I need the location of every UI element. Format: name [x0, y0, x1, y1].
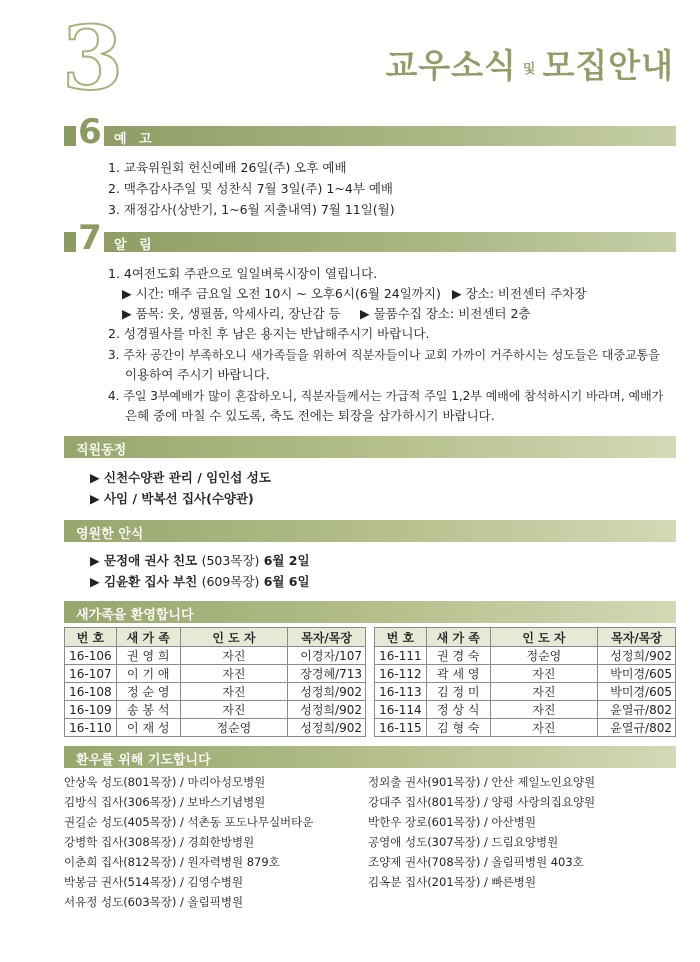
news-header	[64, 218, 676, 258]
title-right: 모집안내	[542, 46, 674, 85]
news-label: 알 림	[114, 238, 156, 253]
prayer-item: 조양제 권사(708목장) / 올림픽병원 403호	[368, 855, 584, 869]
news-subitem: ▶ 품목: 옷, 생필품, 악세사리, 장난감 등	[122, 306, 341, 321]
prayer-item: 이춘희 집사(812목장) / 원자력병원 879호	[64, 855, 280, 869]
prayer-item: 정외출 권사(901목장) / 안산 제일노인요양원	[368, 775, 596, 789]
notice-header	[64, 112, 676, 152]
news-subitem: ▶ 물품수집 장소: 비전센터 2층	[360, 306, 531, 321]
welcome-label: 새가족을 환영합니다	[76, 608, 194, 623]
col-header-guide: 인 도 자	[490, 628, 598, 647]
news-item: 2. 성경필사를 마친 후 남은 용지는 반납해주시기 바랍니다.	[108, 326, 430, 341]
col-header-guide: 인 도 자	[180, 628, 288, 647]
news-subitem: ▶ 장소: 비전센터 주차장	[452, 286, 587, 301]
prayer-item: 김옥분 집사(201목장) / 빠른병원	[368, 875, 536, 889]
prayer-list-right	[368, 772, 595, 892]
notice-item: 1. 교육위원회 헌신예배 26일(주) 오후 예배	[108, 160, 347, 175]
notice-item: 2. 맥추감사주일 및 성찬식 7월 3일(주) 1~4부 예배	[108, 181, 393, 196]
news-item: 3. 주차 공간이 부족하오니 새가족들을 위하여 직분자들이나 교회 가까이 거주하시는 성도들은 대중교통을	[108, 348, 660, 362]
notice-number: 6	[76, 114, 104, 150]
staff-label: 직원동정	[76, 443, 127, 458]
prayer-item: 박한우 장로(601목장) / 아산병원	[368, 815, 536, 829]
notice-label: 예 고	[114, 132, 156, 147]
section-number: 3	[62, 6, 124, 110]
table-row: 16-113 김 정 미 자진 박미경/605	[375, 683, 676, 701]
news-number: 7	[76, 220, 104, 256]
prayer-item: 김방식 집사(306목장) / 보바스기념병원	[64, 795, 266, 809]
table-row: 16-115 김 형 숙 자진 윤열규/802	[375, 719, 676, 737]
condolence-item: ▶ 김윤환 집사 부친 (609목장) 6월 6일	[90, 574, 310, 589]
table-row: 16-114 정 상 식 자진 윤열규/802	[375, 701, 676, 719]
col-header-name: 새 가 족	[426, 628, 490, 647]
col-header-name: 새 가 족	[116, 628, 180, 647]
condolence-label: 영원한 안식	[76, 527, 144, 542]
title-conj: 및	[522, 62, 537, 77]
prayer-label: 환우를 위해 기도합니다	[76, 753, 211, 768]
new-family-table-left	[64, 627, 366, 737]
table-row: 16-108 정 순 영 자진 성정희/902	[65, 683, 366, 701]
condolence-item: ▶ 문정애 권사 친모 (503목장) 6월 2일	[90, 553, 310, 568]
col-header-number: 번 호	[375, 628, 427, 647]
prayer-item: 강대주 집사(801목장) / 양평 사랑의집요양원	[368, 795, 596, 809]
news-item: 4. 주일 3부예배가 많이 혼잡하오니, 직분자들께서는 가급적 주일 1,2부 예배에 참석하시기 바라며, 예배가	[108, 389, 664, 403]
news-subitem: ▶ 시간: 매주 금요일 오전 10시 ~ 오후6시(6월 24일까지)	[122, 286, 441, 301]
staff-item: ▶ 사임 / 박복선 집사(수양관)	[90, 491, 254, 506]
prayer-item: 박봉금 권사(514목장) / 김영수병원	[64, 875, 244, 889]
prayer-item: 강병학 집사(308목장) / 경희한방병원	[64, 835, 255, 849]
table-row: 16-109 송 봉 석 자진 성정희/902	[65, 701, 366, 719]
title-left: 교우소식	[385, 46, 517, 85]
prayer-item: 서유정 성도(603목장) / 올림픽병원	[64, 895, 244, 909]
prayer-item: 공영애 성도(307목장) / 드림요양병원	[368, 835, 559, 849]
news-item: 1. 4여전도회 주관으로 일일벼룩시장이 열립니다.	[108, 266, 378, 281]
prayer-item: 권길순 성도(405목장) / 석촌동 포도나무실버타운	[64, 815, 314, 829]
col-header-number: 번 호	[65, 628, 117, 647]
table-row: 16-110 이 재 성 정순영 성정희/902	[65, 719, 366, 737]
staff-item: ▶ 신천수양관 관리 / 임인섭 성도	[90, 470, 271, 485]
table-row: 16-111 권 경 숙 정순영 성정희/902	[375, 647, 676, 665]
prayer-list-left	[64, 772, 313, 912]
page-title	[385, 40, 674, 87]
condolence-header	[64, 520, 676, 542]
col-header-shepherd: 목자/목장	[288, 628, 366, 647]
notice-item: 3. 재정감사(상반기, 1~6월 지출내역) 7월 11일(월)	[108, 202, 395, 217]
news-item-cont: 이용하여 주시기 바랍니다.	[125, 367, 270, 382]
table-row: 16-106 권 영 희 자진 이경자/107	[65, 647, 366, 665]
news-item-cont: 은혜 중에 마칠 수 있도록, 축도 전에는 퇴장을 삼가하시기 바랍니다.	[125, 408, 495, 423]
welcome-header	[64, 601, 676, 623]
col-header-shepherd: 목자/목장	[598, 628, 676, 647]
new-family-table-right	[374, 627, 676, 737]
prayer-header	[64, 746, 676, 768]
prayer-item: 안상욱 성도(801목장) / 마리아성모병원	[64, 775, 266, 789]
staff-header	[64, 436, 676, 458]
table-row: 16-107 이 기 애 자진 장경혜/713	[65, 665, 366, 683]
table-row: 16-112 곽 세 영 자진 박미경/605	[375, 665, 676, 683]
